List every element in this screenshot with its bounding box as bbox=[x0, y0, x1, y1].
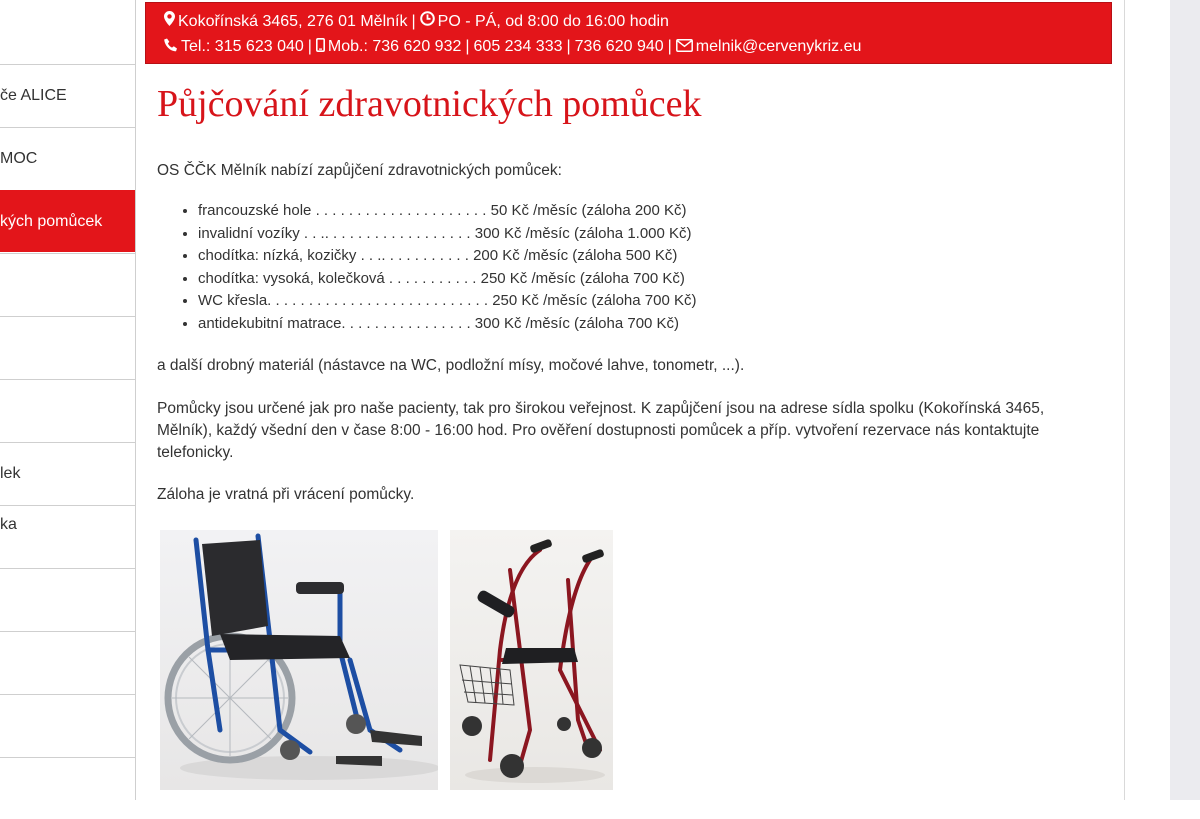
list-item: • WC křesla. . . . . . . . . . . . . . . . . . . . . . . . . . . 250 Kč /měsíc (záloha 700 Kč) bbox=[198, 290, 696, 313]
sidebar-item-pomucky[interactable] bbox=[0, 190, 135, 252]
mobile-icon bbox=[316, 35, 325, 60]
sidebar-item-label: MOC bbox=[0, 150, 38, 167]
wheelchair-image bbox=[160, 530, 438, 790]
sidebar-item-ka[interactable] bbox=[0, 505, 135, 567]
intro-paragraph: OS ČČK Mělník nabízí zapůjčení zdravotnických pomůcek: bbox=[157, 162, 562, 179]
infobar-row-1 bbox=[164, 9, 1111, 34]
sidebar-item-top[interactable] bbox=[0, 0, 135, 64]
page-background-strip bbox=[1170, 0, 1200, 800]
phone-link[interactable]: Tel.: 315 623 040 bbox=[181, 38, 304, 56]
list-item: • invalidní vozíky . . .. . . . . . . . . . . . . . . . . . 300 Kč /měsíc (záloha 1.000 Kč) bbox=[198, 223, 696, 246]
sidebar-item-10[interactable] bbox=[0, 631, 135, 693]
email-link[interactable]: melnik@cervenykriz.eu bbox=[695, 38, 862, 56]
rollator-image bbox=[450, 530, 613, 790]
phone-icon bbox=[164, 35, 178, 60]
sidebar-item-label: lek bbox=[0, 465, 21, 482]
availability-paragraph: Pomůcky jsou určené jak pro naše pacienty, tak pro širokou veřejnost. K zapůjčení jsou na adrese sídla spolku (Kokořínská 3465, Mělník), každý všední den v čase 8:00 - 16:00 hod. Pro ověření dostupnosti pomůcek a příp. vytvoření rezervace nás kontaktujte telefonicky. bbox=[157, 400, 1045, 461]
page-title: Půjčování zdravotnických pomůcek bbox=[157, 83, 702, 125]
list-item: • chodítka: vysoká, kolečková . . . . . . . . . . . 250 Kč /měsíc (záloha 700 Kč) bbox=[198, 268, 696, 291]
sidebar-item-label: kých pomůcek bbox=[0, 213, 103, 230]
sidebar-item-11[interactable] bbox=[0, 694, 135, 756]
sidebar-item-9[interactable] bbox=[0, 568, 135, 630]
infobar-row-2 bbox=[164, 34, 1111, 59]
sidebar-item-5[interactable] bbox=[0, 316, 135, 378]
more-material-paragraph: a další drobný materiál (nástavce na WC, podložní mísy, močové lahve, tonometr, ...). bbox=[157, 357, 745, 374]
address-text: Kokořínská 3465, 276 01 Mělník bbox=[178, 13, 408, 30]
opening-hours-text: PO - PÁ, od 8:00 do 16:00 hodin bbox=[437, 13, 669, 30]
map-marker-icon bbox=[164, 9, 175, 34]
separator: | bbox=[411, 13, 416, 30]
sidebar-item-lek[interactable] bbox=[0, 442, 135, 504]
list-item: • francouzské hole . . . . . . . . . . . . . . . . . . . . . 50 Kč /měsíc (záloha 200 Kč) bbox=[198, 200, 696, 223]
mobile-link-3[interactable]: 736 620 940 bbox=[574, 38, 664, 56]
content-border bbox=[1124, 0, 1125, 800]
sidebar-item-12[interactable] bbox=[0, 757, 135, 819]
sidebar-item-moc[interactable] bbox=[0, 127, 135, 189]
separator: | bbox=[566, 38, 571, 56]
separator: | bbox=[465, 38, 470, 56]
main-content bbox=[157, 80, 1077, 503]
separator: | bbox=[667, 38, 672, 56]
deposit-paragraph: Záloha je vratná při vrácení pomůcky. bbox=[157, 486, 415, 503]
envelope-icon bbox=[676, 35, 693, 60]
sidebar-item-alice[interactable] bbox=[0, 64, 135, 126]
separator: | bbox=[307, 38, 312, 56]
sidebar-item-label: če ALICE bbox=[0, 87, 67, 104]
list-item: • antidekubitní matrace. . . . . . . . . . . . . . . . 300 Kč /měsíc (záloha 700 Kč) bbox=[198, 313, 696, 336]
clock-icon bbox=[420, 9, 435, 34]
sidebar-item-label: ka bbox=[0, 516, 17, 533]
sidebar-item-4[interactable] bbox=[0, 253, 135, 315]
mobile-link-1[interactable]: Mob.: 736 620 932 bbox=[327, 38, 462, 56]
list-item: • chodítka: nízká, kozičky . . .. . . . . . . . . . . 200 Kč /měsíc (záloha 500 Kč) bbox=[198, 245, 696, 268]
sidebar-nav bbox=[0, 0, 136, 800]
contact-infobar bbox=[145, 2, 1112, 64]
price-list bbox=[157, 200, 696, 336]
mobile-link-2[interactable]: 605 234 333 bbox=[473, 38, 563, 56]
sidebar-item-6[interactable] bbox=[0, 379, 135, 441]
